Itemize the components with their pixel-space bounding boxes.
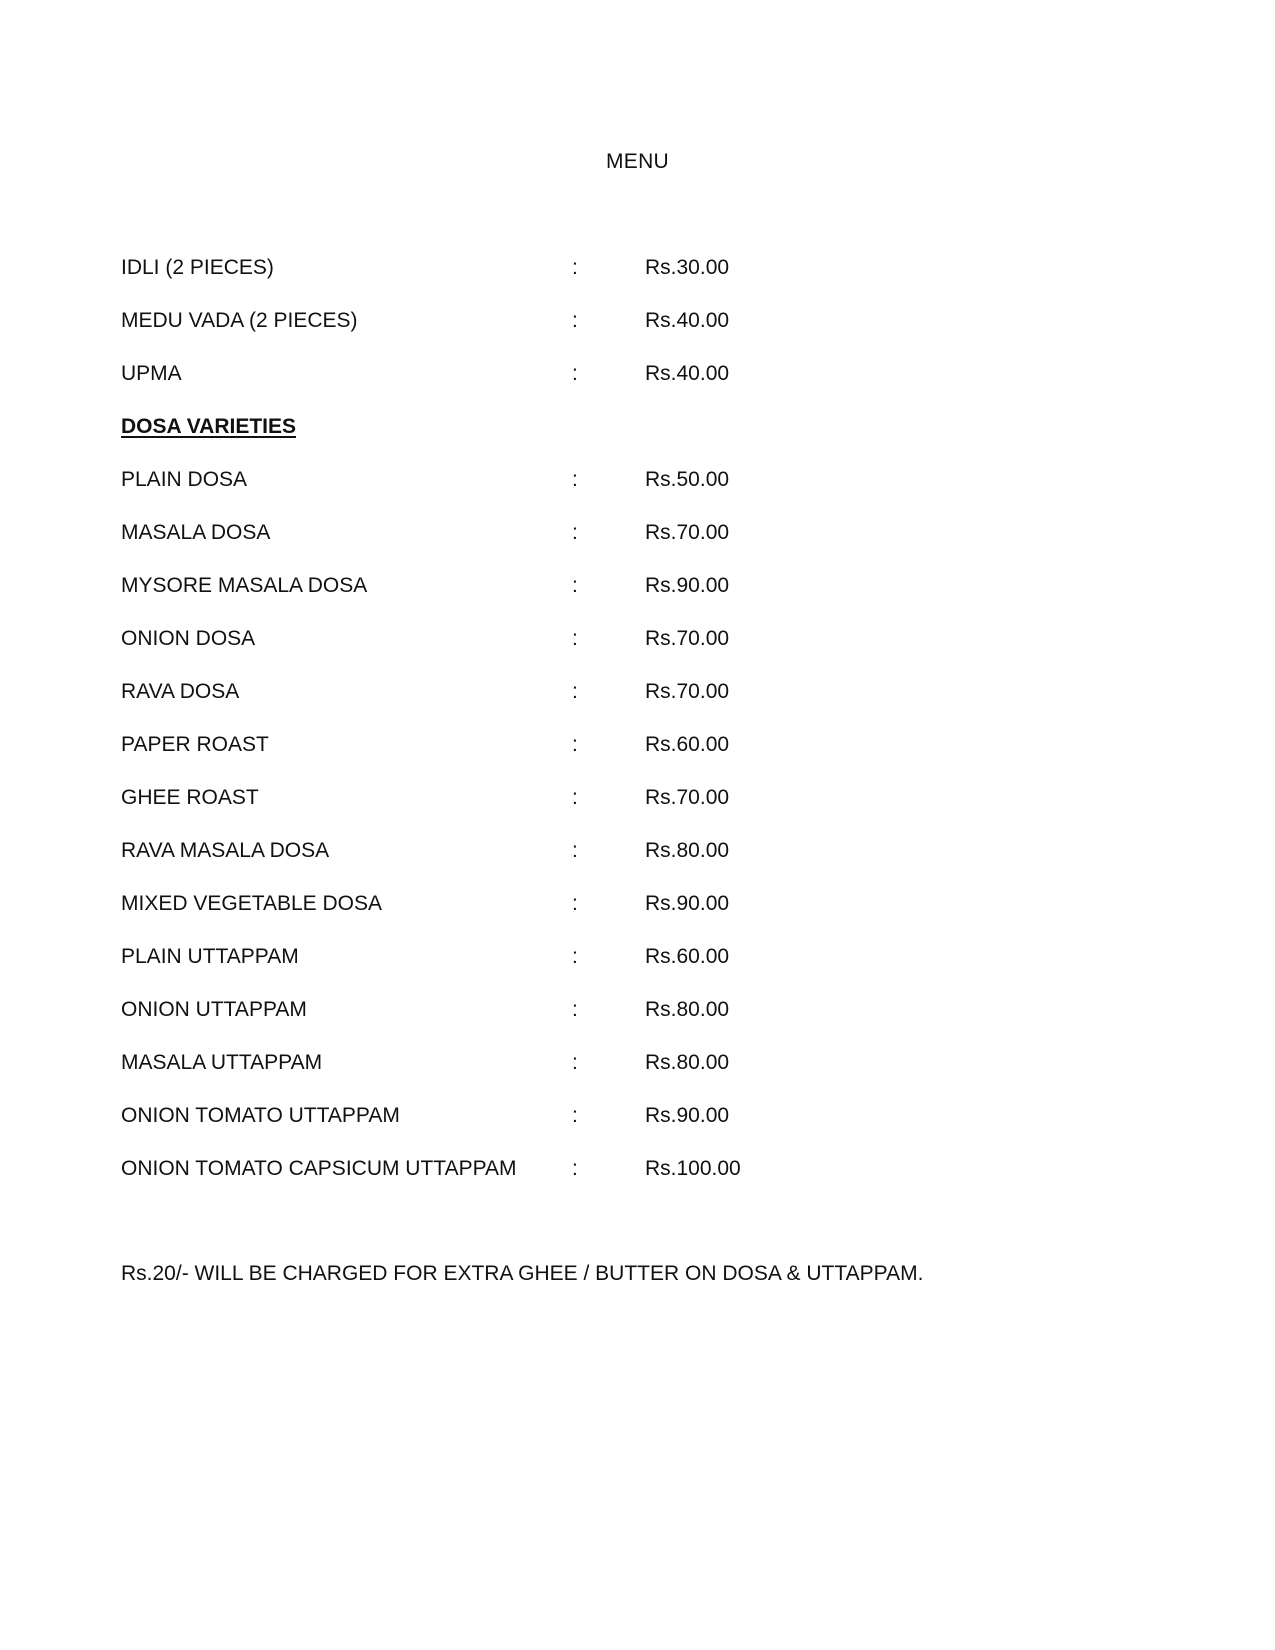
- item-name: ONION TOMATO CAPSICUM UTTAPPAM: [121, 1157, 517, 1180]
- item-price: Rs.80.00: [645, 839, 730, 862]
- item-price: Rs.50.00: [645, 468, 730, 491]
- menu-row: [121, 833, 1021, 886]
- item-separator: :: [572, 786, 578, 809]
- item-separator: :: [572, 521, 578, 544]
- menu-row: [121, 303, 1021, 356]
- item-name: ONION TOMATO UTTAPPAM: [121, 1104, 400, 1127]
- item-name: PLAIN UTTAPPAM: [121, 945, 299, 968]
- item-separator: :: [572, 892, 578, 915]
- page-title: MENU: [605, 150, 670, 173]
- item-separator: :: [572, 945, 578, 968]
- menu-row: [121, 992, 1021, 1045]
- item-name: RAVA DOSA: [121, 680, 240, 703]
- menu-row: [121, 356, 1021, 409]
- item-separator: :: [572, 839, 578, 862]
- item-price: Rs.90.00: [645, 1104, 730, 1127]
- item-separator: :: [572, 574, 578, 597]
- item-price: Rs.80.00: [645, 1051, 730, 1074]
- item-name: PAPER ROAST: [121, 733, 269, 756]
- footer-note: Rs.20/- WILL BE CHARGED FOR EXTRA GHEE / BUTTER ON DOSA & UTTAPPAM.: [121, 1262, 924, 1285]
- item-separator: :: [572, 998, 578, 1021]
- item-separator: :: [572, 733, 578, 756]
- menu-row: [121, 674, 1021, 727]
- item-price: Rs.40.00: [645, 309, 730, 332]
- item-separator: :: [572, 680, 578, 703]
- item-price: Rs.40.00: [645, 362, 730, 385]
- item-name: MYSORE MASALA DOSA: [121, 574, 368, 597]
- item-separator: :: [572, 627, 578, 650]
- menu-row: [121, 886, 1021, 939]
- menu-row: [121, 1151, 1021, 1204]
- item-name: PLAIN DOSA: [121, 468, 248, 491]
- section-heading-text: DOSA VARIETIES: [121, 415, 297, 438]
- item-name: ONION DOSA: [121, 627, 256, 650]
- item-separator: :: [572, 1157, 578, 1180]
- menu-row: [121, 727, 1021, 780]
- item-price: Rs.100.00: [645, 1157, 741, 1180]
- menu-list: [121, 250, 1021, 1204]
- item-name: RAVA MASALA DOSA: [121, 839, 330, 862]
- menu-row: [121, 1098, 1021, 1151]
- item-name: GHEE ROAST: [121, 786, 259, 809]
- item-price: Rs.30.00: [645, 256, 730, 279]
- menu-row: [121, 568, 1021, 621]
- item-name: MIXED VEGETABLE DOSA: [121, 892, 383, 915]
- item-price: Rs.70.00: [645, 627, 730, 650]
- item-price: Rs.70.00: [645, 786, 730, 809]
- menu-row: [121, 621, 1021, 674]
- item-name: MEDU VADA (2 PIECES): [121, 309, 358, 332]
- item-separator: :: [572, 256, 578, 279]
- item-separator: :: [572, 1104, 578, 1127]
- menu-row: [121, 250, 1021, 303]
- item-price: Rs.90.00: [645, 892, 730, 915]
- menu-row: [121, 1045, 1021, 1098]
- item-name: IDLI (2 PIECES): [121, 256, 274, 279]
- section-heading: [121, 409, 1021, 462]
- item-separator: :: [572, 362, 578, 385]
- menu-row: [121, 515, 1021, 568]
- item-separator: :: [572, 468, 578, 491]
- item-separator: :: [572, 1051, 578, 1074]
- item-price: Rs.80.00: [645, 998, 730, 1021]
- menu-row: [121, 780, 1021, 833]
- item-price: Rs.90.00: [645, 574, 730, 597]
- item-price: Rs.60.00: [645, 733, 730, 756]
- item-separator: :: [572, 309, 578, 332]
- item-name: MASALA DOSA: [121, 521, 271, 544]
- item-name: ONION UTTAPPAM: [121, 998, 307, 1021]
- menu-row: [121, 462, 1021, 515]
- item-price: Rs.70.00: [645, 521, 730, 544]
- item-name: UPMA: [121, 362, 182, 385]
- item-price: Rs.70.00: [645, 680, 730, 703]
- item-price: Rs.60.00: [645, 945, 730, 968]
- item-name: MASALA UTTAPPAM: [121, 1051, 323, 1074]
- menu-row: [121, 939, 1021, 992]
